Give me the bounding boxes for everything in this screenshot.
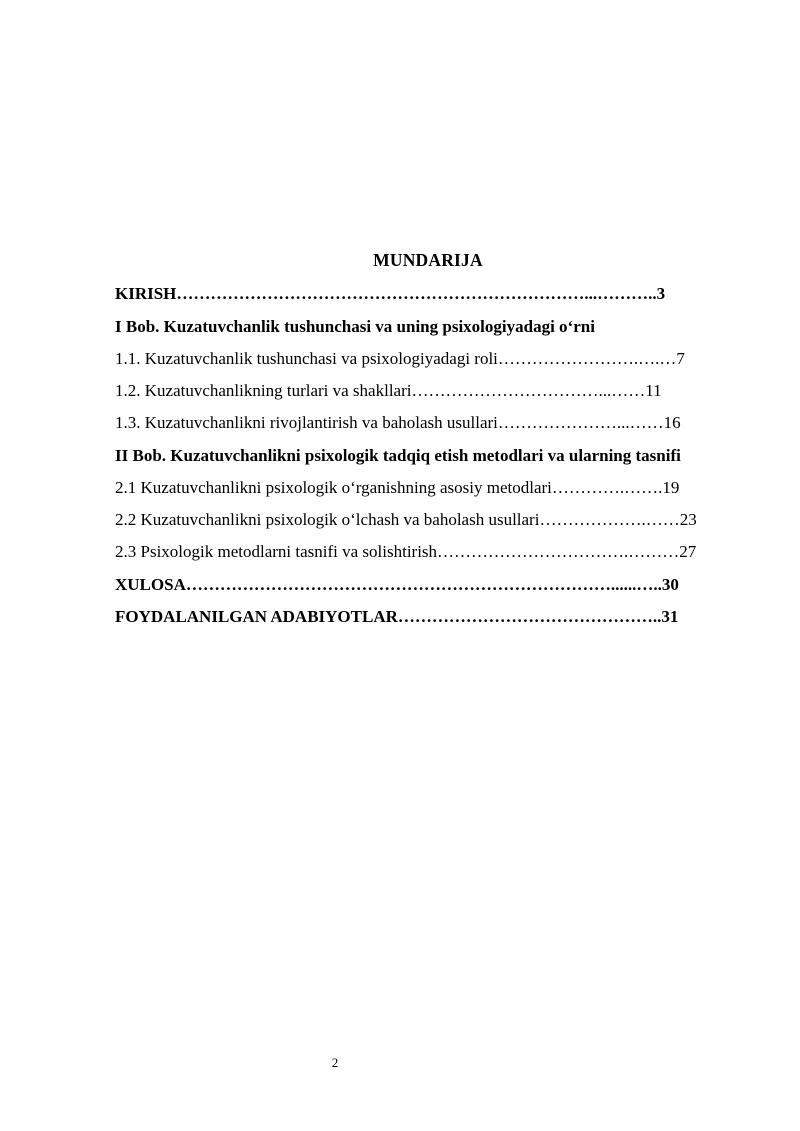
toc-entry-adabiyotlar: FOYDALANILGAN ADABIYOTLAR………………………………………..31 [115, 607, 679, 626]
toc-title: MUNDARIJA [373, 250, 483, 270]
toc-chapter-2: II Bob. Kuzatuvchanlikni psixologik tadqiq etish metodlari va ularning tasnifi [115, 446, 681, 465]
toc-entry-1-2: 1.2. Kuzatuvchanlikning turlari va shakllari……………………………...……11 [115, 381, 662, 400]
toc-chapter-1: I Bob. Kuzatuvchanlik tushunchasi va uning psixologiyadagi o‘rni [115, 317, 595, 336]
toc-entry-2-3: 2.3 Psixologik metodlarni tasnifi va solishtirish…………………………….………27 [115, 542, 697, 561]
toc-entry-1-1: 1.1. Kuzatuvchanlik tushunchasi va psixologiyadagi roli…………………….….…7 [115, 349, 685, 368]
toc-entry-1-3: 1.3. Kuzatuvchanlikni rivojlantirish va baholash usullari…………………...……16 [115, 413, 681, 432]
toc-entry-xulosa: XULOSA…………………………………………………………………......…..30 [115, 575, 679, 594]
toc-entry-2-2: 2.2 Kuzatuvchanlikni psixologik o‘lchash va baholash usullari……………….……23 [115, 510, 697, 529]
page-number: 2 [331, 1055, 339, 1070]
toc-entry-2-1: 2.1 Kuzatuvchanlikni psixologik o‘rganishning asosiy metodlari………….…….19 [115, 478, 680, 497]
toc-entry-kirish: KIRISH………………………………………………………………...………..3 [115, 284, 666, 303]
